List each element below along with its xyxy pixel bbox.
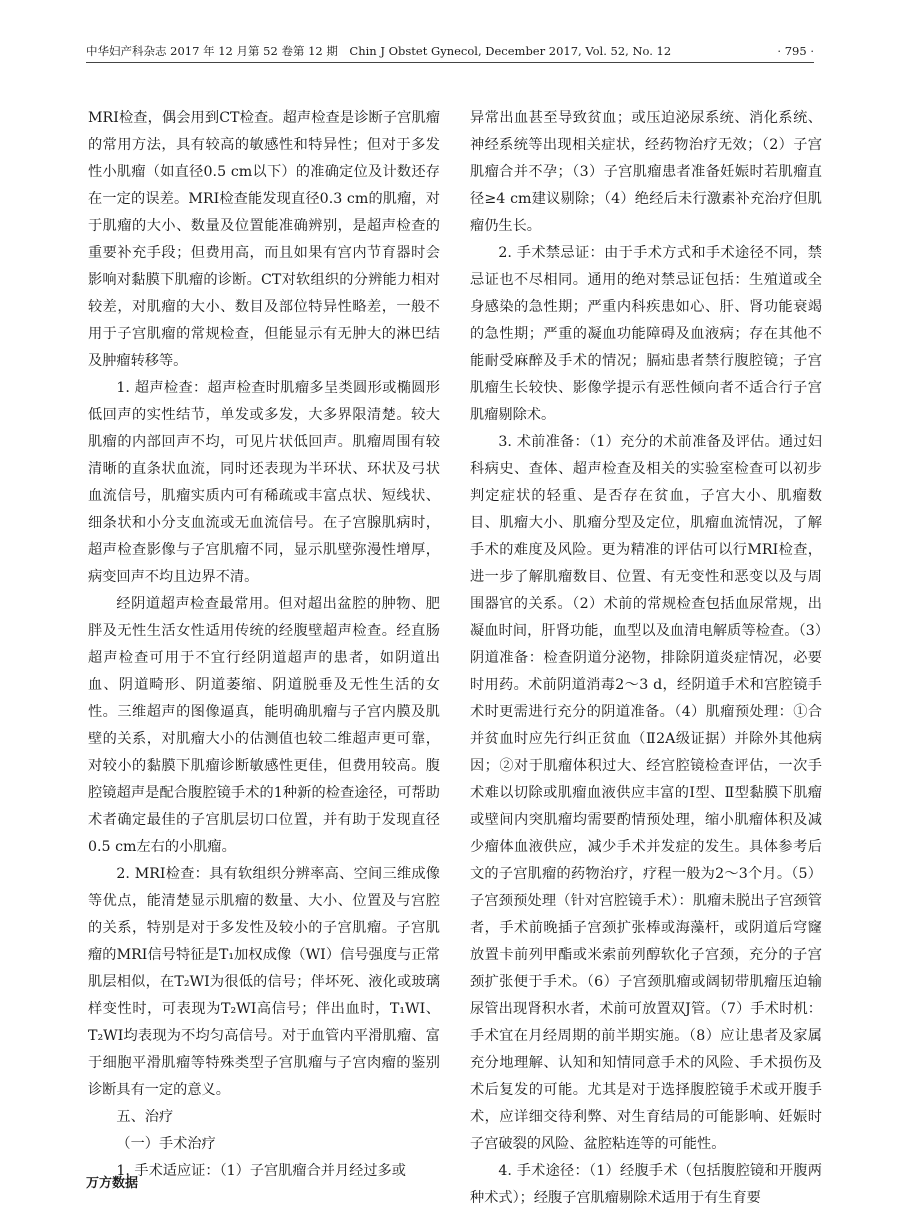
paragraph: 经阴道超声检查最常用。但对超出盆腔的肿物、肥胖及无性生活女性适用传统的经腹壁超声检查。经直肠超声检查可用于不宜行经阴道超声的患者，如阴道出血、阴道畸形、阴道萎缩、阴道脱垂及无性生活的女性。三维超声的图像逼真，能明确肌瘤与子宫内膜及肌壁的关系，对肌瘤大小的估测值也较二维超声更可靠，对较小的黏膜下肌瘤诊断敏感性更佳，但费用较高。腹腔镜超声是配合腹腔镜手术的1种新的检查途径，可帮助术者确定最佳的子宫肌层切口位置，并有助于发现直径0.5 cm左右的小肌瘤。 bbox=[88, 596, 440, 855]
paragraph: 1. 手术适应证：（1）子宫肌瘤合并月经过多或 bbox=[116, 1163, 406, 1179]
section-heading: 五、治疗 bbox=[116, 1109, 174, 1125]
journal-citation: 中华妇产科杂志 2017 年 12 月第 52 卷第 12 期 Chin J Obstet Gynecol, December 2017, Vol. 52, No. 12 bbox=[86, 44, 672, 58]
right-column bbox=[470, 105, 822, 1212]
paragraph: 异常出血甚至导致贫血；或压迫泌尿系统、消化系统、神经系统等出现相关症状，经药物治疗无效；（2）子宫肌瘤合并不孕；（3）子宫肌瘤患者准备妊娠时若肌瘤直径≥4 cm建议剔除；（4）绝经后未行激素补充治疗但肌瘤仍生长。 bbox=[470, 110, 822, 234]
watermark-footer: 万方数据 bbox=[86, 1176, 139, 1191]
page-number: · 795 · bbox=[777, 44, 814, 58]
left-column bbox=[88, 105, 440, 1185]
paragraph: 2. 手术禁忌证：由于手术方式和手术途径不同，禁忌证也不尽相同。通用的绝对禁忌证包括：生殖道或全身感染的急性期；严重内科疾患如心、肝、肾功能衰竭的急性期；严重的凝血功能障碍及血液病；存在其他不能耐受麻醉及手术的情况；膈疝患者禁行腹腔镜；子宫肌瘤生长较快、影像学提示有恶性倾向者不适合行子宫肌瘤剔除术。 bbox=[470, 245, 822, 423]
paragraph: 3. 术前准备：（1）充分的术前准备及评估。通过妇科病史、查体、超声检查及相关的实验室检查可以初步判定症状的轻重、是否存在贫血，子宫大小、肌瘤数目、肌瘤大小、肌瘤分型及定位，肌瘤血流情况，了解手术的难度及风险。更为精准的评估可以行MRI检查，进一步了解肌瘤数目、位置、有无变性和恶变以及与周围器官的关系。（2）术前的常规检查包括血尿常规，出凝血时间，肝肾功能，血型以及血清电解质等检查。（3）阴道准备：检查阴道分泌物，排除阴道炎症情况，必要时用药。术前阴道消毒2～3 d，经阴道手术和宫腔镜手术时更需进行充分的阴道准备。（4）肌瘤预处理：①合并贫血时应先行纠正贫血（Ⅱ2A级证据）并除外其他病因；②对于肌瘤体积过大、经宫腔镜检查评估，一次手术难以切除或肌瘤血液供应丰富的Ⅰ型、Ⅱ型黏膜下肌瘤或壁间内突肌瘤均需要酌情预处理，缩小肌瘤体积及减少瘤体血液供应，减少手术并发症的发生。具体参考后文的子宫肌瘤的药物治疗，疗程一般为2～3个月。（5）子宫颈预处理（针对宫腔镜手术）：肌瘤未脱出子宫颈管者，手术前晚插子宫颈扩张棒或海藻杆，或阴道后穹窿放置卡前列甲酯或米索前列醇软化子宫颈，充分的子宫颈扩张便于手术。（6）子宫颈肌瘤或阔韧带肌瘤压迫输尿管出现肾积水者，术前可放置双J管。（7）手术时机：手术宜在月经周期的前半期实施。（8）应让患者及家属充分地理解、认知和知情同意手术的风险、手术损伤及术后复发的可能。尤其是对于选择腹腔镜手术或开腹手术，应详细交待利弊、对生育结局的可能影响、妊娠时子宫破裂的风险、盆腔粘连等的可能性。 bbox=[470, 434, 822, 1152]
paragraph: 2. MRI检查：具有软组织分辨率高、空间三维成像等优点，能清楚显示肌瘤的数量、大小、位置及与宫腔的关系，特别是对于多发性及较小的子宫肌瘤。子宫肌瘤的MRI信号特征是T₁加权成像（WI）信号强度与正常肌层相似，在T₂WI为很低的信号；伴坏死、液化或玻璃样变性时，可表现为T₂WI高信号；伴出血时，T₁WI、T₂WI均表现为不均匀高信号。对于血管内平滑肌瘤、富于细胞平滑肌瘤等特殊类型子宫肌瘤与子宫肉瘤的鉴别诊断具有一定的意义。 bbox=[88, 866, 440, 1098]
subsection-heading: （一）手术治疗 bbox=[116, 1136, 216, 1152]
paragraph: 4. 手术途径：（1）经腹手术（包括腹腔镜和开腹两种术式）；经腹子宫肌瘤剔除术适用于有生育要 bbox=[470, 1163, 822, 1206]
running-header bbox=[86, 40, 814, 63]
paragraph: 1. 超声检查：超声检查时肌瘤多呈类圆形或椭圆形低回声的实性结节，单发或多发，大多界限清楚。较大肌瘤的内部回声不均，可见片状低回声。肌瘤周围有较清晰的直条状血流，同时还表现为半环状、环状及弓状血流信号，肌瘤实质内可有稀疏或丰富点状、短线状、细条状和小分支血流或无血流信号。在子宫腺肌病时，超声检查影像与子宫肌瘤不同，显示肌壁弥漫性增厚，病变回声不均且边界不清。 bbox=[88, 380, 440, 585]
paragraph: MRI检查，偶会用到CT检查。超声检查是诊断子宫肌瘤的常用方法，具有较高的敏感性和特异性；但对于多发性小肌瘤（如直径0.5 cm以下）的准确定位及计数还存在一定的误差。MRI检查能发现直径0.3 cm的肌瘤，对于肌瘤的大小、数量及位置能准确辨别，是超声检查的重要补充手段；但费用高，而且如果有宫内节育器时会影响对黏膜下肌瘤的诊断。CT对软组织的分辨能力相对较差，对肌瘤的大小、数目及部位特异性略差，一般不用于子宫肌瘤的常规检查，但能显示有无肿大的淋巴结及肿瘤转移等。 bbox=[88, 110, 440, 369]
